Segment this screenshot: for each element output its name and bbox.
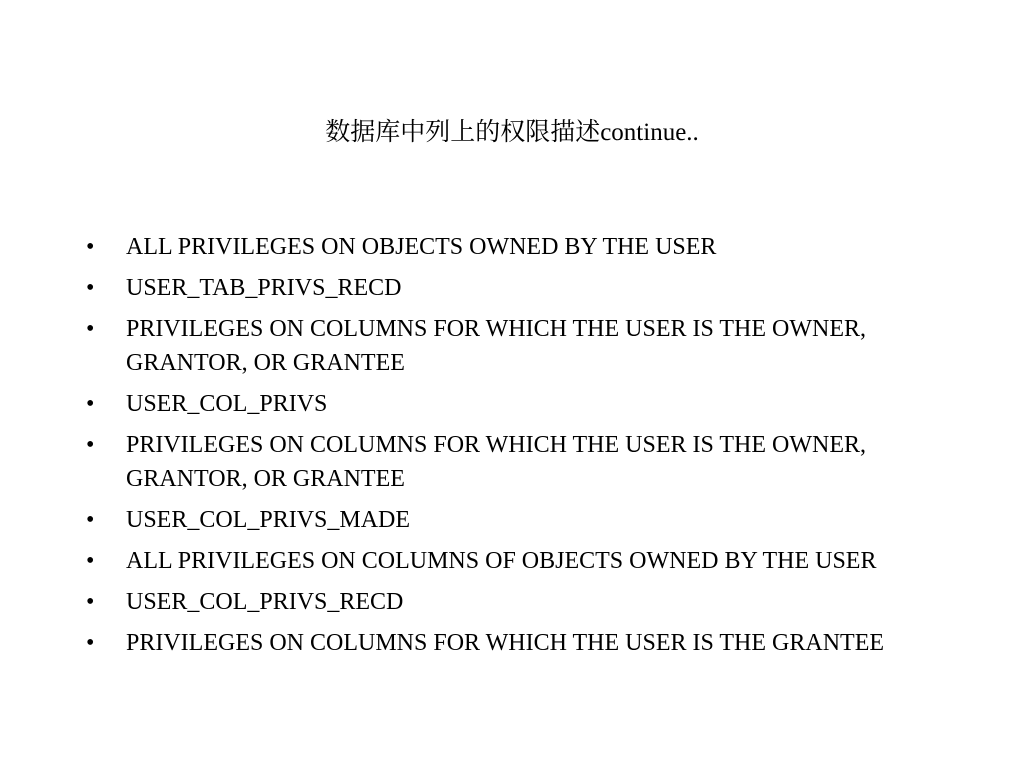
bullet-item <box>86 585 906 619</box>
bullet-icon: • <box>86 630 95 656</box>
bullet-item <box>86 271 906 305</box>
bullet-text: USER_COL_PRIVS <box>126 391 328 417</box>
bullet-text: USER_COL_PRIVS_RECD <box>126 589 404 615</box>
bullet-item <box>86 503 906 537</box>
bullet-icon: • <box>86 391 95 417</box>
bullet-text: PRIVILEGES ON COLUMNS FOR WHICH THE USER IS THE OWNER, GRANTOR, OR GRANTEE <box>126 316 867 376</box>
bullet-icon: • <box>86 589 95 615</box>
bullet-item <box>86 312 906 380</box>
bullet-item <box>86 230 906 264</box>
bullet-text: ALL PRIVILEGES ON OBJECTS OWNED BY THE USER <box>126 234 717 260</box>
slide-title: 数据库中列上的权限描述continue.. <box>325 119 699 146</box>
bullet-text: PRIVILEGES ON COLUMNS FOR WHICH THE USER IS THE GRANTEE <box>126 630 885 656</box>
bullet-icon: • <box>86 432 95 458</box>
bullet-icon: • <box>86 234 95 260</box>
bullet-icon: • <box>86 507 95 533</box>
bullet-text: PRIVILEGES ON COLUMNS FOR WHICH THE USER IS THE OWNER, GRANTOR, OR GRANTEE <box>126 432 867 492</box>
bullet-text: USER_COL_PRIVS_MADE <box>126 507 411 533</box>
bullet-icon: • <box>86 548 95 574</box>
bullet-item <box>86 544 906 578</box>
bullet-text: ALL PRIVILEGES ON COLUMNS OF OBJECTS OWNED BY THE USER <box>126 548 877 574</box>
bullet-item <box>86 387 906 421</box>
bullet-list <box>86 230 906 667</box>
bullet-item <box>86 626 906 660</box>
bullet-icon: • <box>86 275 95 301</box>
bullet-item <box>86 428 906 496</box>
bullet-icon: • <box>86 316 95 342</box>
bullet-text: USER_TAB_PRIVS_RECD <box>126 275 402 301</box>
